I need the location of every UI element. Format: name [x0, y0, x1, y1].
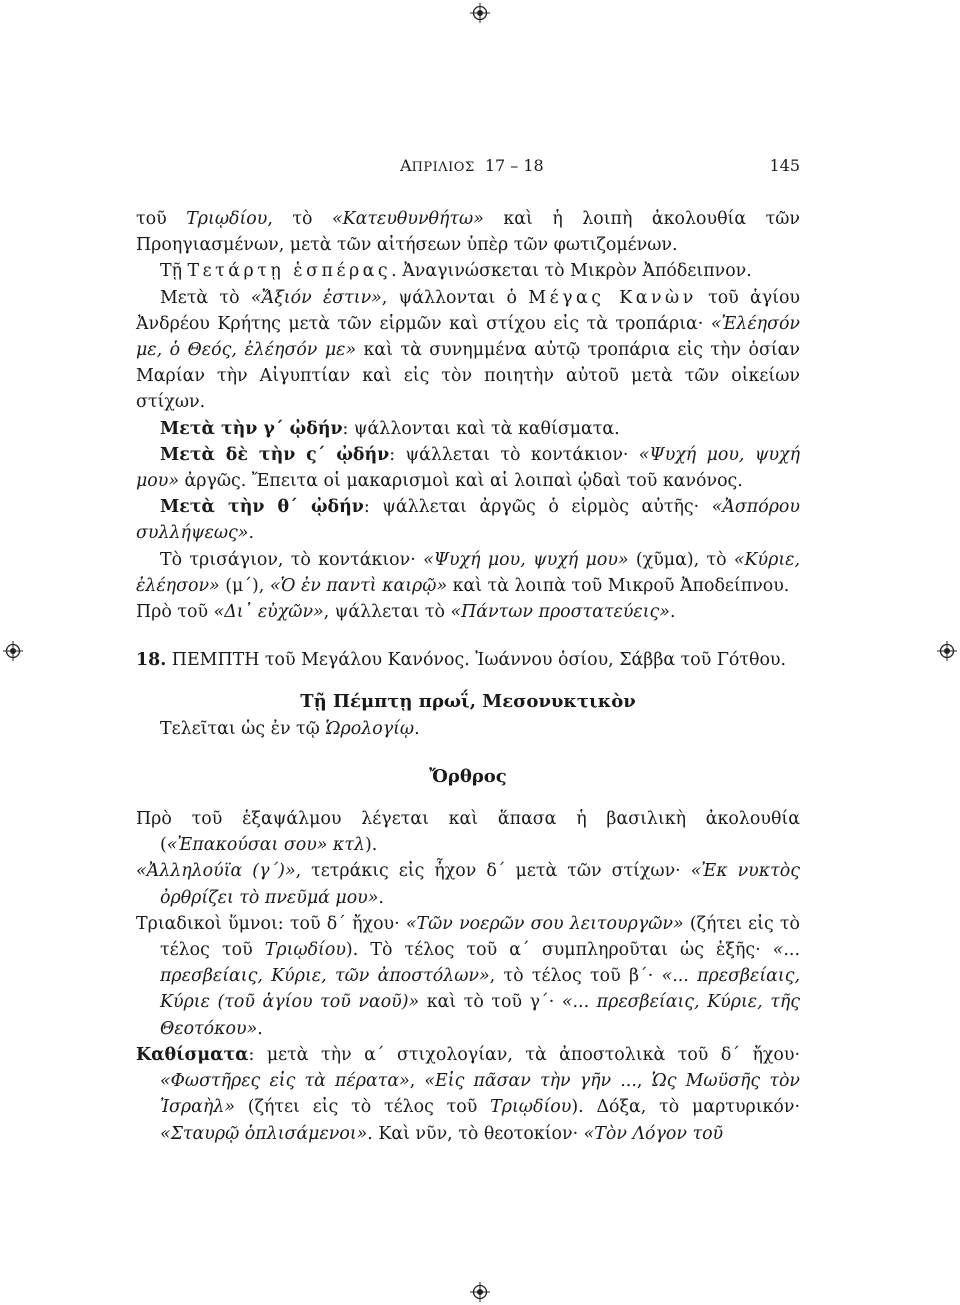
- text-run: καὶ τὰ λοιπὰ τοῦ Μικροῦ Ἀποδείπνου.: [447, 575, 790, 596]
- text-run: .: [414, 718, 420, 739]
- text-run-italic: «Κατευθυνθήτω»: [332, 209, 484, 229]
- text-run: καὶ τὸ τοῦ γ΄·: [419, 992, 562, 1013]
- text-run-italic: «Ὁ ἐν παντὶ καιρῷ»: [269, 575, 448, 596]
- text-run-italic: «... πρεσβείαις, Κύριε (τοῦ ἁγίου τοῦ ναοῦ)»: [160, 966, 800, 1013]
- running-title: [400, 156, 544, 175]
- text-run: Μετὰ τὸ: [160, 287, 251, 308]
- text-run: Τριαδικοὶ ὕμνοι: τοῦ δ΄ ἤχου·: [136, 913, 406, 934]
- text-run-italic: «Φωστῆρες εἰς τὰ πέρατα»: [160, 1071, 410, 1092]
- text-run: (μ΄),: [219, 575, 270, 596]
- text-run: , τὸ: [267, 209, 332, 229]
- text-run: (χῦμα), τὸ: [628, 549, 734, 570]
- text-run-italic: Τριῳδίου: [186, 209, 268, 229]
- text-run: .: [378, 887, 384, 908]
- text-run-italic: «... πρεσβείαις, Κύριε, τῶν ἀποστόλων»: [160, 940, 800, 987]
- text-run: Τελεῖται ὡς ἐν τῷ: [160, 718, 326, 739]
- text-run-italic: «Ψυχή μου, ψυχή μου»: [423, 549, 629, 570]
- text-run: , τὸ τέλος τοῦ β΄·: [489, 966, 662, 987]
- text-run-italic: «Δι᾽ εὐχῶν»: [213, 602, 324, 623]
- paragraph-12: [136, 858, 800, 910]
- text-run-italic: «Κύριε, ἐλέησον»: [136, 549, 800, 596]
- day-title: ΠΕΜΠΤΗ τοῦ Μεγάλου Κανόνος. Ἰωάννου ὁσίου, Σάββα τοῦ Γότθου.: [166, 650, 787, 671]
- paragraph-11: [136, 806, 800, 858]
- text-run: : ψάλλεται τὸ κοντάκιον·: [389, 444, 639, 465]
- text-run: (ζήτει εἰς τὸ τέλος τοῦ: [234, 1097, 491, 1118]
- text-run-italic: «Ἀλληλούϊα (γ΄)»: [136, 861, 296, 882]
- text-run-italic: «Πάντων προστατεύεις»: [450, 602, 670, 623]
- text-run-bold: Καθίσματα: [136, 1044, 249, 1065]
- paragraph-13: [136, 911, 800, 1042]
- text-run: .: [669, 602, 676, 623]
- heading-mesonyktikon: Τῇ Πέμπτῃ πρωΐ, Μεσονυκτικὸν: [300, 691, 636, 713]
- text-run: ). Τὸ τέλος τοῦ α΄ συμπληροῦται ὡς ἑξῆς·: [345, 940, 773, 961]
- heading-orthros: Ὄρθρος: [429, 765, 507, 787]
- registration-mark-right-icon: [937, 641, 957, 661]
- text-run: ). Δόξα, τὸ μαρτυρικόν·: [571, 1097, 800, 1118]
- paragraph-3: [136, 285, 800, 416]
- text-run-spaced: Τετάρτῃ ἑσπέρας: [187, 261, 392, 282]
- paragraph-7: [136, 547, 800, 599]
- text-run-italic: Ὡς Μωϋσῆς τὸν Ἰσραὴλ»: [160, 1071, 800, 1118]
- text-run-italic: «Ψυχή μου, ψυχή μου»: [136, 444, 800, 492]
- paragraph-5: [136, 442, 800, 494]
- text-run-bold: Μετὰ δὲ τὴν ς΄ ᾠδήν: [160, 444, 390, 465]
- text-run: : μετὰ τὴν α΄ στιχολογίαν, τὰ ἀποστολικὰ τοῦ δ΄ ἤχου·: [248, 1044, 800, 1065]
- text-run: ,: [409, 1071, 425, 1092]
- text-run: . Ἀναγινώσκεται τὸ Μικρὸν Ἀπόδειπνον.: [391, 261, 752, 282]
- text-run-italic: Τριῳδίου: [264, 940, 346, 961]
- running-header: [136, 156, 800, 178]
- text-run-italic: «Τῶν νοερῶν σου λειτουργῶν»: [405, 913, 684, 934]
- registration-mark-bottom-icon: [470, 1282, 490, 1302]
- text-run: καὶ ἡ λοιπὴ ἀκολουθία τῶν Προηγιασμένων, μετὰ τῶν αἰτήσεων ὑπὲρ τῶν φωτιζομένων.: [136, 209, 800, 256]
- text-run-italic: «Ἐλέησόν με, ὁ Θεός, ἐλέησόν με»: [136, 313, 800, 361]
- text-run: .: [248, 523, 254, 544]
- paragraph-6: [136, 494, 800, 546]
- paragraph-14: [136, 1042, 800, 1147]
- text-run-italic: «Ἐπακούσαι σου» κτλ: [166, 835, 365, 856]
- text-run-italic: «Ἄξιόν ἐστιν»: [250, 287, 382, 308]
- text-run-italic: «Σταυρῷ ὁπλισάμενοι»: [160, 1123, 368, 1144]
- text-run: ἀργῶς. Ἔπειτα οἱ μακαρισμοὶ καὶ αἱ λοιπαὶ ᾠδαὶ τοῦ κανόνος.: [178, 471, 743, 492]
- text-run: . Καὶ νῦν, τὸ θεοτοκίον·: [367, 1123, 584, 1144]
- running-title-dates: 17 – 18: [484, 156, 544, 175]
- text-run-italic: Ὡρολογίῳ: [325, 718, 415, 739]
- text-run: : ψάλλεται ἀργῶς ὁ εἱρμὸς αὐτῆς·: [363, 497, 712, 518]
- text-run: Πρὸ τοῦ: [136, 602, 214, 623]
- paragraph-10: [136, 716, 800, 742]
- text-run: τοῦ: [136, 209, 187, 229]
- text-run: Πρὸ τοῦ ἑξαψάλμου λέγεται καὶ ἅπασα ἡ βασιλικὴ ἀκολουθία (: [136, 809, 800, 856]
- running-title-initial: Α: [400, 156, 412, 175]
- text-run-spaced: Μέγας Κανὼν: [528, 287, 697, 308]
- page-body: [136, 206, 800, 1147]
- text-run-bold: Μετὰ τὴν θ΄ ᾠδήν: [160, 497, 364, 518]
- running-title-smallcaps: ΠΡΙΛΙΟΣ: [411, 160, 475, 175]
- day-entry-18: [136, 647, 800, 673]
- paragraph-2: [136, 258, 800, 284]
- paragraph-1: [136, 206, 800, 258]
- paragraph-4: [136, 416, 800, 442]
- page-number: 145: [769, 156, 800, 175]
- text-run: .: [257, 1018, 263, 1039]
- text-run-italic: «Εἰς πᾶσαν τὴν γῆν ...: [424, 1071, 637, 1092]
- registration-mark-left-icon: [3, 641, 23, 661]
- text-run: καὶ τὰ συνημμένα αὐτῷ τροπάρια εἰς τὴν ὁσίαν Μαρίαν τὴν Αἰγυπτίαν καὶ εἰς τὸν ποιητὴν αὐτοῦ μετὰ τῶν οἰκείων στίχων.: [136, 340, 800, 413]
- text-run: ,: [636, 1071, 652, 1092]
- text-run: : ψάλλονται καὶ τὰ καθίσματα.: [342, 418, 620, 439]
- text-run: Τῇ: [160, 261, 188, 282]
- text-run-italic: «... πρεσβείαις, Κύριε, τῆς Θεοτόκου»: [160, 992, 800, 1039]
- text-run-italic: «Ἀσπόρου συλλήψεως»: [136, 497, 800, 544]
- day-number: 18.: [136, 650, 167, 671]
- text-run-italic: Τριῳδίου: [490, 1097, 572, 1118]
- text-run: τοῦ ἁγίου Ἀνδρέου Κρήτης μετὰ τῶν εἱρμῶν καὶ στίχου εἰς τὰ τροπάρια·: [136, 287, 801, 334]
- text-run-bold: Μετὰ τὴν γ΄ ᾠδήν: [160, 418, 343, 439]
- text-run-italic: «Τὸν Λόγον τοῦ: [583, 1123, 724, 1144]
- registration-mark-top-icon: [470, 3, 490, 23]
- text-run: Τὸ τρισάγιον, τὸ κοντάκιον·: [160, 549, 424, 570]
- text-run: , ψάλλονται ὁ: [381, 287, 529, 308]
- text-run: ).: [364, 835, 378, 856]
- text-run-italic: «Ἐκ νυκτὸς ὀρθρίζει τὸ πνεῦμά μου»: [160, 861, 800, 908]
- text-run: , τετράκις εἰς ἦχον δ΄ μετὰ τῶν στίχων·: [295, 861, 691, 882]
- text-run: , ψάλλεται τὸ: [323, 602, 451, 623]
- paragraph-8: [136, 599, 800, 625]
- text-run: (ζήτει εἰς τὸ τέλος τοῦ: [160, 913, 800, 961]
